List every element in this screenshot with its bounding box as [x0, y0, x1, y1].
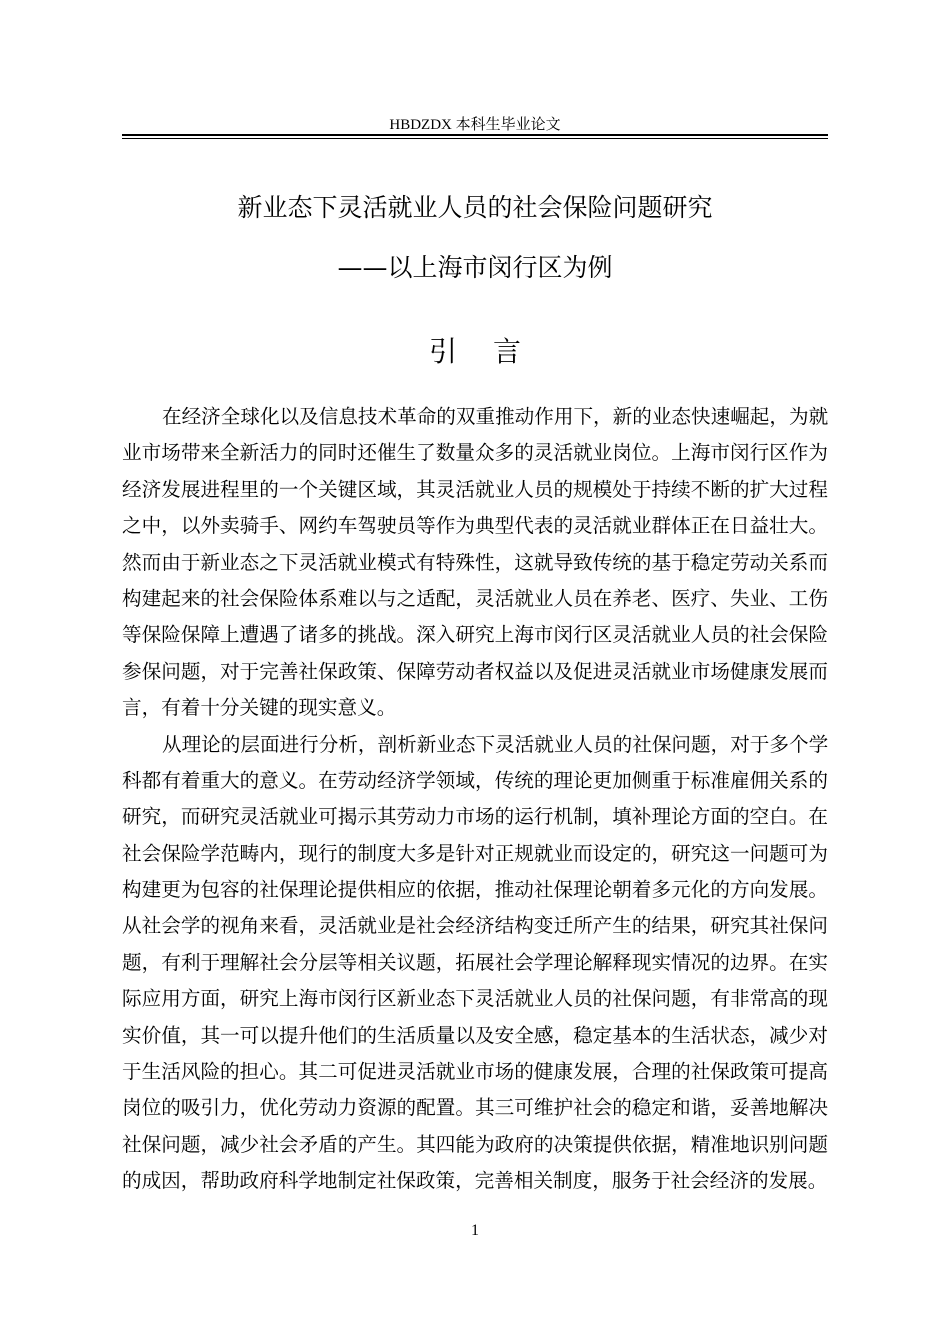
paragraph-line: 业市场带来全新活力的同时还催生了数量众多的灵活就业岗位。上海市闵行区作为 — [122, 443, 828, 465]
paragraph-line: 于生活风险的担心。其二可促进灵活就业市场的健康发展，合理的社保政策可提高 — [122, 1062, 828, 1084]
paragraph — [122, 400, 828, 728]
paragraph-line: 等保险保障上遭遇了诸多的挑战。深入研究上海市闵行区灵活就业人员的社会保险 — [122, 625, 828, 647]
page-number: 1 — [471, 1222, 479, 1239]
paragraph-line: 构建起来的社会保险体系难以与之适配，灵活就业人员在养老、医疗、失业、工伤 — [122, 588, 828, 610]
paragraph-line: 实价值，其一可以提升他们的生活质量以及安全感，稳定基本的生活状态，减少对 — [122, 1025, 828, 1047]
header-rule-thin — [122, 138, 828, 139]
paragraph-line: 的成因，帮助政府科学地制定社保政策，完善相关制度，服务于社会经济的发展。 — [122, 1171, 828, 1193]
paragraph-line: 际应用方面，研究上海市闵行区新业态下灵活就业人员的社保问题，有非常高的现 — [122, 989, 828, 1011]
paragraph-line: 经济发展进程里的一个关键区域，其灵活就业人员的规模处于持续不断的扩大过程 — [122, 479, 828, 501]
paragraph-line: 科都有着重大的意义。在劳动经济学领域，传统的理论更加侧重于标准雇佣关系的 — [122, 770, 828, 792]
paragraph-line: 然而由于新业态之下灵活就业模式有特殊性，这就导致传统的基于稳定劳动关系而 — [122, 552, 828, 574]
paragraph-line: 岗位的吸引力，优化劳动力资源的配置。其三可维护社会的稳定和谐，妥善地解决 — [122, 1098, 828, 1120]
document-subtitle: ——以上海市闵行区为例 — [337, 253, 613, 282]
section-heading: 引言 — [428, 335, 557, 368]
paragraph-line: 研究，而研究灵活就业可揭示其劳动力市场的运行机制，填补理论方面的空白。在 — [122, 807, 828, 829]
paragraph-line: 社保问题，减少社会矛盾的产生。其四能为政府的决策提供依据，精准地识别问题 — [122, 1134, 828, 1156]
paragraph — [122, 728, 828, 1201]
paragraph-line: 题，有利于理解社会分层等相关议题，拓展社会学理论解释现实情况的边界。在实 — [122, 952, 828, 974]
paragraph-line: 从理论的层面进行分析，剖析新业态下灵活就业人员的社保问题，对于多个学 — [162, 734, 829, 756]
paragraph-line: 从社会学的视角来看，灵活就业是社会经济结构变迁所产生的结果，研究其社保问 — [122, 916, 828, 938]
paragraph-line: 言，有着十分关键的现实意义。 — [122, 698, 397, 720]
paragraph-line: 之中，以外卖骑手、网约车驾驶员等作为典型代表的灵活就业群体正在日益壮大。 — [122, 516, 828, 538]
body-text — [122, 400, 828, 1201]
paragraph-line: 构建更为包容的社保理论提供相应的依据，推动社保理论朝着多元化的方向发展。 — [122, 880, 828, 902]
document-title: 新业态下灵活就业人员的社会保险问题研究 — [237, 193, 713, 222]
paragraph-line: 参保问题，对于完善社保政策、保障劳动者权益以及促进灵活就业市场健康发展而 — [122, 661, 828, 683]
running-header: HBDZDX 本科生毕业论文 — [389, 117, 561, 133]
header-rule-thick — [122, 134, 828, 136]
paragraph-line: 社会保险学范畴内，现行的制度大多是针对正规就业而设定的，研究这一问题可为 — [122, 843, 828, 865]
paragraph-line: 在经济全球化以及信息技术革命的双重推动作用下，新的业态快速崛起，为就 — [162, 407, 829, 428]
